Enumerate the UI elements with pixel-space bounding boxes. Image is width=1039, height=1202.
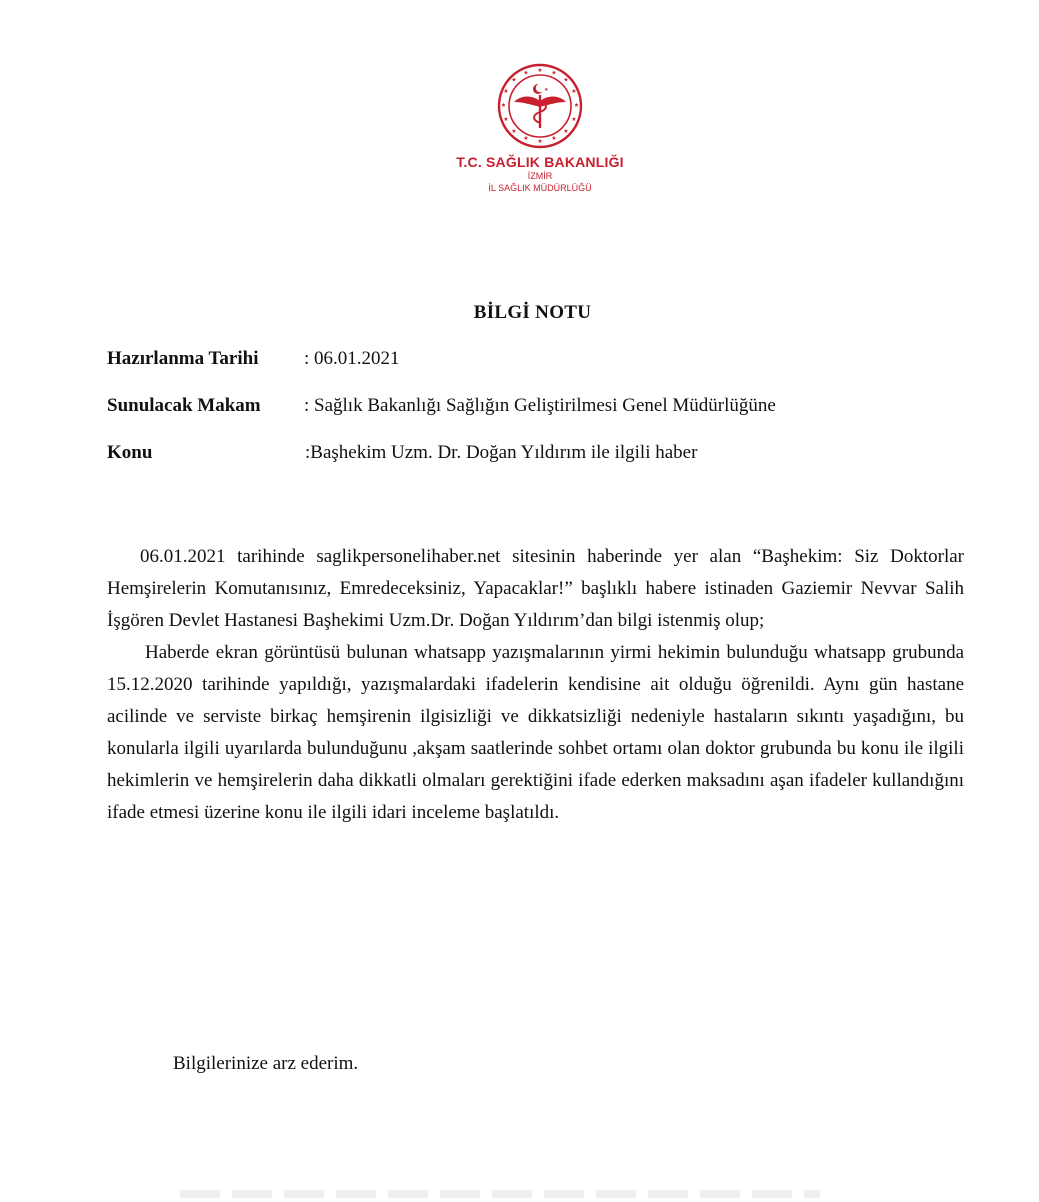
svg-text:★: ★ (503, 116, 509, 123)
body-paragraph: Haberde ekran görüntüsü bulunan whatsapp yazışmalarının yirmi hekimin bulunduğu whatsapp grubunda 15.12.2020 tarihinde yapıldığı, yazışmalardaki ifadelerin kendisine ait olduğu öğrenildi. Aynı gün hastane acilinde ve serviste birkaç hemşirenin ilgisizliği ve dikkatsizliği nedeniyle hastaların sıkıntı yaşadığını, bu konularla ilgili uyarılarda bulunduğunu ,akşam saatlerinde sohbet ortamı olan doktor grubunda bu konu ile ilgili hekimlerin ve hemşirelerin daha dikkatli olmaları gerektiğini ifade ederken maksadını aşan ifadeler kullandığını ifade etmesi üzerine konu ile ilgili idari inceleme başlatıldı. (107, 642, 964, 823)
svg-text:★: ★ (573, 102, 580, 109)
svg-text:★: ★ (563, 76, 569, 84)
meta-value: : 06.01.2021 (304, 348, 400, 369)
document-body (107, 541, 964, 829)
svg-text:★: ★ (523, 69, 529, 77)
svg-text:★: ★ (563, 128, 569, 135)
svg-text:★: ★ (571, 116, 577, 123)
meta-label: Hazırlanma Tarihi (107, 348, 259, 369)
meta-label: Konu (107, 442, 153, 463)
cut-off-text-line (180, 1190, 820, 1198)
org-city: İZMİR (527, 171, 553, 181)
closing-line: Bilgilerinize arz ederim. (173, 1053, 359, 1074)
svg-text:★: ★ (503, 88, 509, 95)
org-name: T.C. SAĞLIK BAKANLIĞI (456, 154, 624, 170)
meta-value: :Başhekim Uzm. Dr. Doğan Yıldırım ile ilgili haber (305, 442, 698, 463)
meta-label: Sunulacak Makam (107, 395, 261, 416)
svg-text:★: ★ (571, 88, 577, 95)
svg-text:★: ★ (511, 76, 517, 84)
svg-text:★: ★ (523, 135, 529, 142)
meta-value: : Sağlık Bakanlığı Sağlığın Geliştirilmesi Genel Müdürlüğüne (304, 395, 776, 416)
letterhead (420, 62, 660, 194)
document-title: BİLGİ NOTU (473, 302, 592, 323)
svg-text:★: ★ (551, 69, 557, 77)
body-paragraph: 06.01.2021 tarihinde saglikpersonelihaber.net sitesinin haberinde yer alan “Başhekim: Siz Doktorlar Hemşirelerin Komutanısınız, Emredeceksiniz, Yapacaklar!” başlıklı habere istinaden Gaziemir Nevvar Salih İşgören Devlet Hastanesi Başhekimi Uzm.Dr. Doğan Yıldırım’dan bilgi istenmiş olup; (107, 546, 964, 631)
org-unit: İL SAĞLIK MÜDÜRLÜĞÜ (488, 183, 592, 193)
svg-text:★: ★ (537, 138, 543, 145)
svg-text:★: ★ (537, 67, 543, 74)
svg-text:★: ★ (551, 135, 557, 142)
ministry-seal-icon (496, 62, 584, 150)
svg-text:★: ★ (500, 102, 507, 109)
svg-text:★: ★ (511, 128, 517, 135)
svg-text:★: ★ (544, 87, 549, 93)
